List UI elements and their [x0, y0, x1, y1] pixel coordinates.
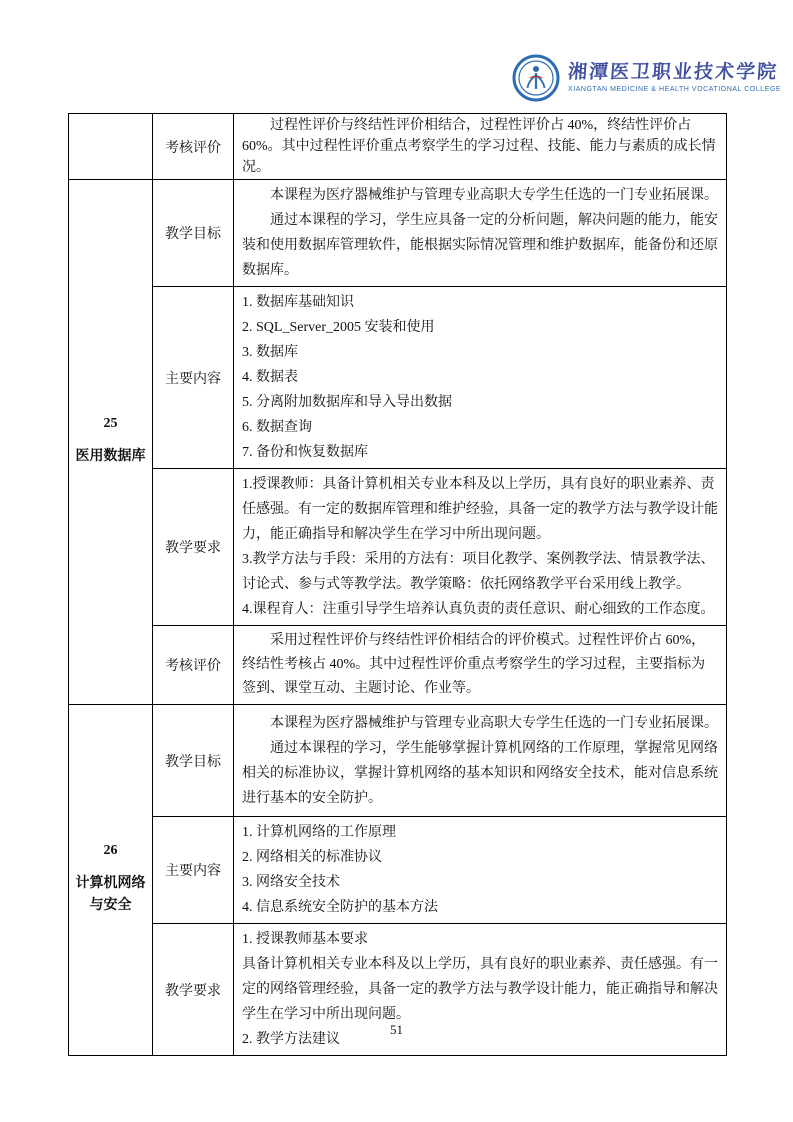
paragraph: 通过本课程的学习，学生应具备一定的分析问题，解决问题的能力，能安装和使用数据库管理软件，能根据实际情况管理和维护数据库，能备份和还原数据库。 — [242, 213, 718, 278]
cell-requirements-content — [234, 469, 727, 626]
list-item: 3. 数据库 — [242, 345, 298, 360]
paragraph: 本课程为医疗器械维护与管理专业高职大专学生任选的一门专业拓展课。 — [270, 715, 718, 731]
course-name: 医用数据库 — [75, 449, 146, 464]
list-item: 1. 计算机网络的工作原理 — [242, 825, 396, 840]
list-item: 1.授课教师：具备计算机相关专业本科及以上学历，具有良好的职业素养、责任感强。有一定的数据库管理和维护经验，具备一定的教学方法与教学设计能力，能正确指导和解决学生在学习中所出现问题。 — [242, 477, 718, 542]
college-emblem-icon — [512, 54, 560, 102]
college-name-en: XIANGTAN MEDICINE & HEALTH VOCATIONAL COLLEGE — [568, 86, 782, 93]
paragraph: 通过本课程的学习，学生能够掌握计算机网络的工作原理，掌握常见网络相关的标准协议，掌握计算机网络的基本知识和网络安全技术，能对信息系统进行基本的安全防护。 — [242, 740, 718, 806]
table-row-25-content — [69, 287, 727, 469]
course-number: 26 — [103, 843, 118, 858]
college-name-zh: 湘潭医卫职业技术学院 — [567, 62, 779, 83]
table-row-25-goal — [69, 180, 727, 287]
row-label-goal: 教学目标 — [153, 705, 234, 817]
list-item: 5. 分离附加数据库和导入导出数据 — [242, 395, 452, 410]
list-item: 2. SQL_Server_2005 安装和使用 — [242, 320, 435, 335]
list-item: 6. 数据查询 — [242, 420, 312, 435]
row-label-main-content: 主要内容 — [153, 817, 234, 924]
table-row-continuation — [69, 114, 727, 180]
list-item: 1. 授课教师基本要求 — [242, 932, 368, 947]
course-cell-26 — [69, 705, 153, 1056]
course-cell-empty — [69, 114, 153, 180]
list-item: 4. 数据表 — [242, 370, 298, 385]
list-item: 4.课程育人：注重引导学生培养认真负责的责任意识、耐心细致的工作态度。 — [242, 602, 715, 617]
list-item: 3.教学方法与手段：采用的方法有：项目化教学、案例教学法、情景教学法、讨论式、参与式等教学法。教学策略：依托网络教学平台采用线上教学。 — [242, 552, 715, 592]
table-row-25-evaluation — [69, 626, 727, 705]
college-logo-text — [568, 61, 781, 95]
college-logo — [512, 54, 781, 102]
list-item: 1. 数据库基础知识 — [242, 295, 354, 310]
list-item: 2. 教学方法建议 — [242, 1032, 340, 1047]
cell-goal-content — [234, 180, 727, 287]
list-item: 3. 网络安全技术 — [242, 875, 340, 890]
course-name: 计算机网络与安全 — [75, 876, 146, 913]
table-row-26-goal — [69, 705, 727, 817]
row-label-evaluation: 考核评价 — [153, 626, 234, 705]
list-item: 4. 信息系统安全防护的基本方法 — [242, 900, 438, 915]
list-item: 2. 网络相关的标准协议 — [242, 850, 382, 865]
list-item: 7. 备份和恢复数据库 — [242, 445, 368, 460]
row-label-requirements: 教学要求 — [153, 924, 234, 1056]
course-table — [68, 113, 727, 1056]
page-number: 51 — [390, 1022, 403, 1037]
cell-evaluation-content — [234, 114, 727, 180]
cell-evaluation-content — [234, 626, 727, 705]
row-label-evaluation: 考核评价 — [153, 114, 234, 180]
paragraph: 过程性评价与终结性评价相结合，过程性评价占 40%，终结性评价占 60%。其中过程性评价重点考察学生的学习过程、技能、能力与素质的成长情况。 — [242, 118, 716, 175]
list-item: 具备计算机相关专业本科及以上学历，具有良好的职业素养、责任感强。有一定的网络管理经验，具备一定的教学方法与教学设计能力，能正确指导和解决学生在学习中所出现问题。 — [242, 957, 718, 1022]
course-cell-25 — [69, 180, 153, 705]
row-label-requirements: 教学要求 — [153, 469, 234, 626]
row-label-main-content: 主要内容 — [153, 287, 234, 469]
paragraph: 采用过程性评价与终结性评价相结合的评价模式。过程性评价占 60%，终结性考核占 40%。其中过程性评价重点考察学生的学习过程，主要指标为签到、课堂互动、主题讨论、作业等。 — [242, 633, 706, 696]
course-number: 25 — [103, 416, 118, 431]
table-row-26-content — [69, 817, 727, 924]
cell-main-content — [234, 287, 727, 469]
row-label-goal: 教学目标 — [153, 180, 234, 287]
cell-goal-content — [234, 705, 727, 817]
cell-main-content — [234, 817, 727, 924]
paragraph: 本课程为医疗器械维护与管理专业高职大专学生任选的一门专业拓展课。 — [270, 188, 718, 203]
table-row-25-requirements — [69, 469, 727, 626]
